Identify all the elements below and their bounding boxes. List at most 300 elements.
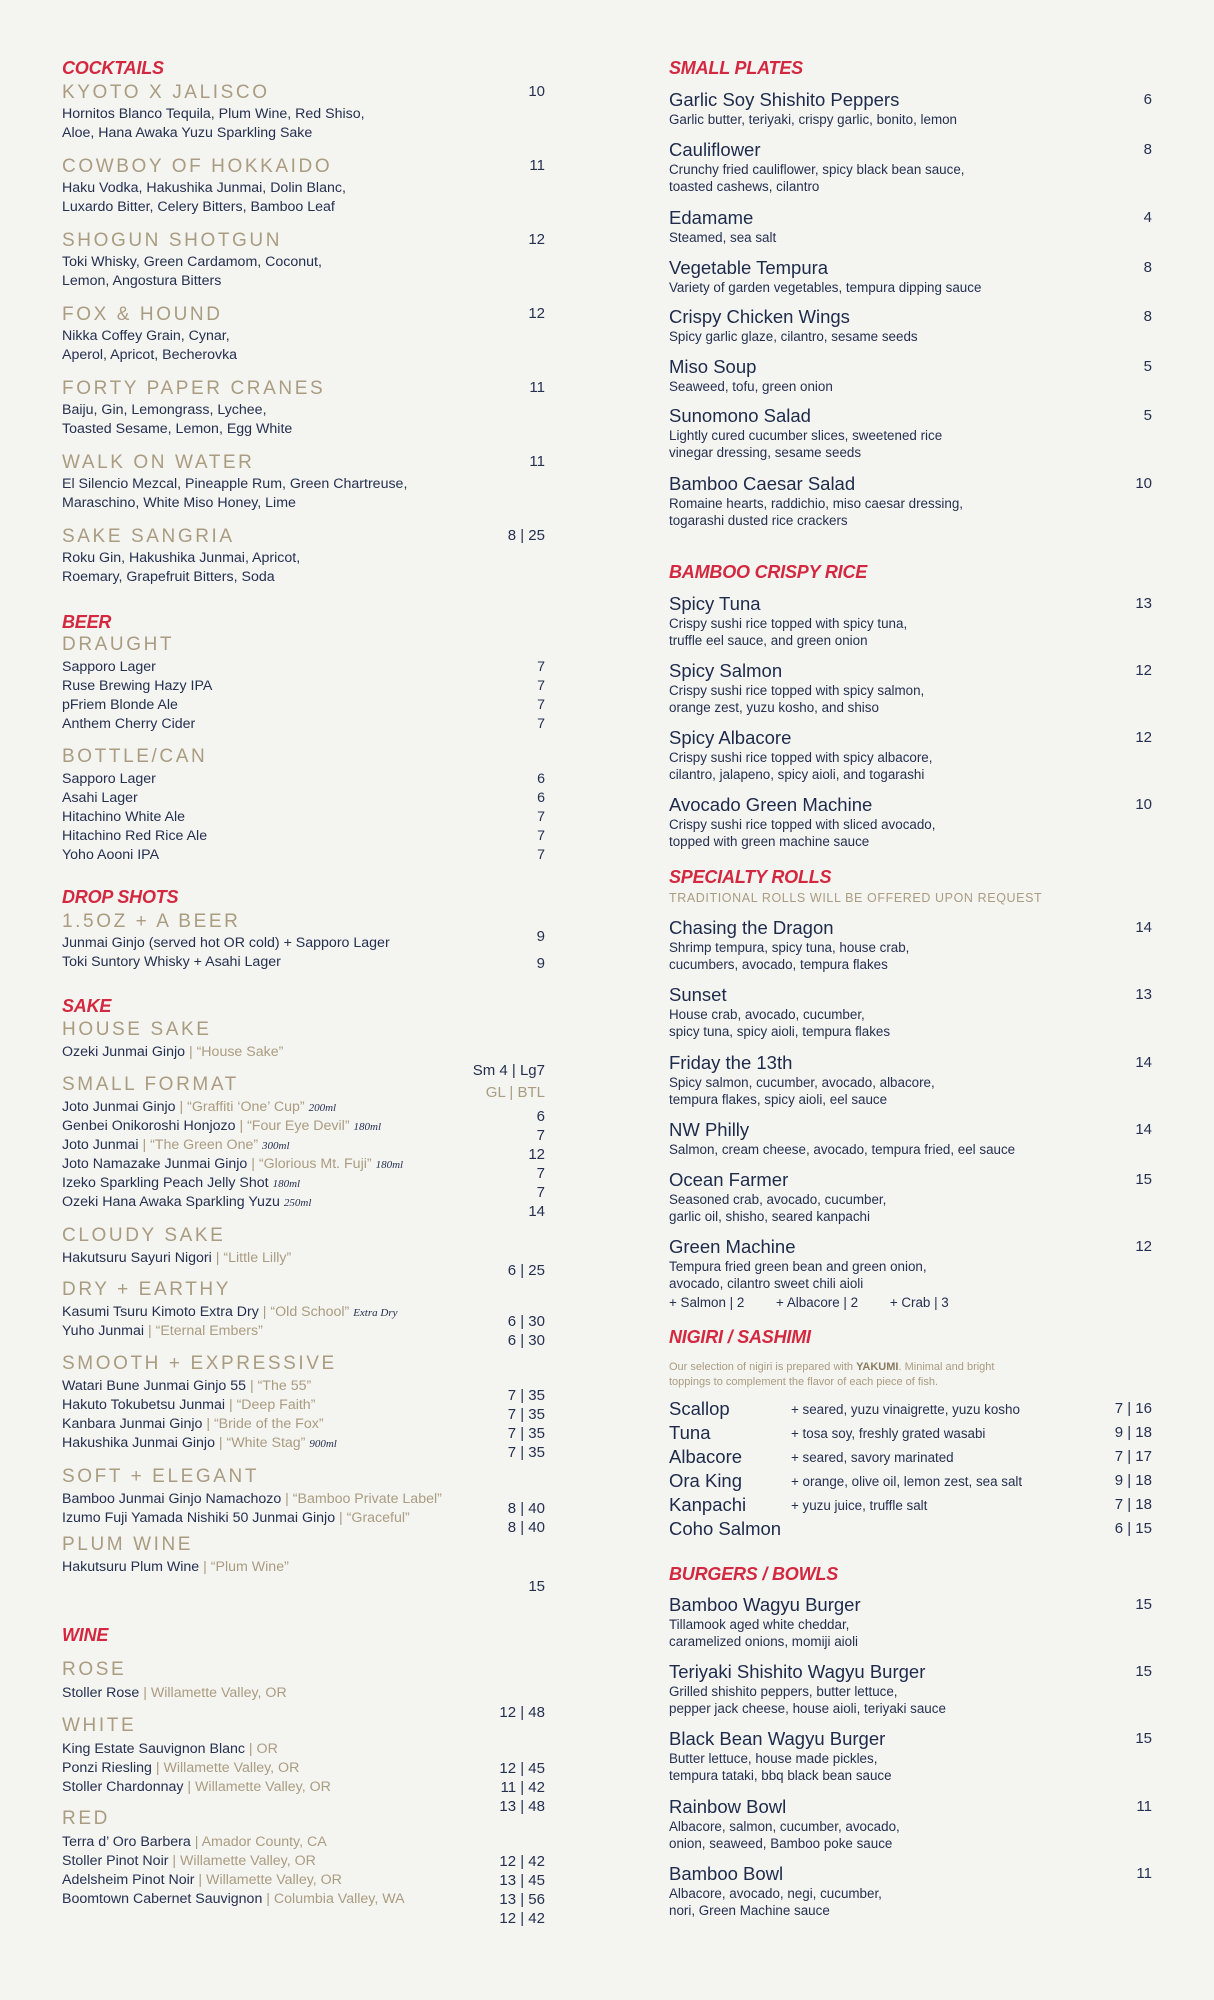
item-price: 7 [537,697,545,713]
dish-description: Spicy garlic glaze, cilantro, sesame seeds [669,329,918,344]
nigiri-topping: + yuzu juice, truffle salt [791,1498,928,1513]
wine-item [62,1833,327,1852]
dish-description: tempura flakes, spicy aioli, eel sauce [669,1092,888,1107]
sake-nickname: | “Bamboo Private Label” [281,1491,442,1507]
nigiri-intro-a: Our selection of nigiri is prepared with [669,1361,857,1373]
dish-description: orange zest, yuzu kosho, and shiso [669,700,879,715]
wine-name: Boomtown Cabernet Sauvignon [62,1891,263,1907]
sake-item [62,1303,398,1323]
dish-price: 14 [1135,1121,1152,1138]
cocktail-price: 12 [528,305,545,322]
sake-item [62,1322,263,1342]
dish-description: nori, Green Machine sauce [669,1903,830,1918]
cocktail-price: 12 [528,231,545,248]
dish-description: Crispy sushi rice topped with spicy salmon, [669,683,925,698]
cocktail-price: 11 [529,379,545,396]
draught-subtitle: DRAUGHT [62,634,175,655]
sake-price: 7 | 35 [507,1425,545,1442]
section-title-sake: SAKE [62,996,112,1016]
sake-size: 900ml [309,1438,337,1450]
nigiri-price: 7 | 18 [1114,1496,1152,1513]
wine-item [62,1852,316,1871]
wine-name: King Estate Sauvignon Blanc [62,1741,245,1757]
section-title-nigiri: NIGIRI / SASHIMI [669,1327,811,1347]
dish-name: Bamboo Caesar Salad [669,473,856,494]
item-name: Sapporo Lager [62,771,156,787]
sake-name: Watari Bune Junmai Ginjo 55 [62,1378,247,1394]
dish-price: 15 [1135,1596,1152,1613]
sake-name: Hakushika Junmai Ginjo [62,1435,215,1451]
sake-item [62,1098,336,1118]
dish-price: 15 [1135,1730,1152,1747]
item-name: Ruse Brewing Hazy IPA [62,678,213,694]
dish-name: Garlic Soy Shishito Peppers [669,89,900,110]
sake-name: Hakuto Tokubetsu Junmai [62,1397,225,1413]
sake-item [62,1490,442,1510]
dry-subtitle: DRY + EARTHY [62,1279,232,1300]
cocktail-name: WALK ON WATER [62,452,255,473]
nigiri-intro [669,1360,994,1390]
cocktail-description: Nikka Coffey Grain, Cynar, [62,328,230,344]
dish-name: Rainbow Bowl [669,1796,787,1817]
dish-name: Avocado Green Machine [669,794,873,815]
nigiri-intro-d: toppings to complement the flavor of each piece of fish. [669,1376,939,1388]
sake-nickname: | “Plum Wine” [199,1559,289,1575]
wine-region: | Willamette Valley, OR [183,1779,331,1795]
list-item [62,789,545,808]
dish-description: Romaine hearts, raddichio, miso caesar dressing, [669,496,963,511]
cocktail-price: 11 [529,157,545,174]
rose-subtitle: ROSE [62,1659,127,1680]
section-title-wine: WINE [62,1625,109,1645]
cocktail-name: COWBOY OF HOKKAIDO [62,156,333,177]
cocktail-name: SHOGUN SHOTGUN [62,230,283,251]
dish-name: Spicy Tuna [669,593,761,614]
item-price: 6 [537,790,545,806]
nigiri-price: 9 | 18 [1114,1472,1152,1489]
section-title-small-plates: SMALL PLATES [669,58,803,78]
sake-price: 7 | 35 [507,1387,545,1404]
sake-size: 250ml [283,1197,312,1209]
wine-price: 12 | 42 [499,1910,545,1927]
nigiri-intro-c: . Minimal and bright [898,1361,995,1373]
list-item [62,770,545,789]
sake-nickname: | “The Green One” [138,1137,263,1153]
dish-description: Shrimp tempura, spicy tuna, house crab, [669,940,910,955]
sake-name: Yuho Junmai [62,1323,145,1339]
sake-name: Genbei Onikoroshi Honjozo [62,1118,236,1134]
sake-size: 200ml [308,1102,337,1114]
addon-crab: + Crab | 3 [889,1295,949,1310]
sake-item [62,1377,311,1397]
dish-name: Edamame [669,207,754,228]
sake-size: 180ml [353,1121,381,1133]
dish-description: caramelized onions, momiji aioli [669,1634,859,1649]
dish-name: Teriyaki Shishito Wagyu Burger [669,1661,926,1682]
nigiri-name: Kanpachi [669,1494,747,1515]
sake-item [62,1434,337,1454]
sake-price: 12 [528,1146,545,1163]
section-title-burgers: BURGERS / BOWLS [669,1564,839,1584]
wine-name: Stoller Pinot Noir [62,1853,169,1869]
nigiri-name: Coho Salmon [669,1518,782,1539]
sake-item [62,1415,324,1435]
dish-description: pepper jack cheese, house aioli, teriyaki sauce [669,1701,946,1716]
sake-nickname: | “Graceful” [335,1510,410,1526]
item-name: pFriem Blonde Ale [62,697,178,713]
dish-price: 6 [1143,91,1152,108]
sake-name: Joto Junmai [62,1137,139,1153]
wine-price: 13 | 45 [499,1872,545,1889]
section-title-drop-shots: DROP SHOTS [62,887,179,907]
sake-name: Izeko Sparkling Peach Jelly Shot [62,1175,269,1191]
cocktail-description: Aperol, Apricot, Becherovka [62,347,238,363]
cocktail-description: Maraschino, White Miso Honey, Lime [62,495,296,511]
item-price: 7 [537,716,545,732]
nigiri-topping: + orange, olive oil, lemon zest, sea salt [791,1474,1023,1489]
wine-item [62,1740,278,1759]
sake-nickname: | “Little Lilly” [211,1250,292,1266]
cocktail-name: FORTY PAPER CRANES [62,378,326,399]
small-format-subtitle: SMALL FORMAT [62,1074,239,1095]
nigiri-price: 9 | 18 [1114,1424,1152,1441]
dish-description: Seasoned crab, avocado, cucumber, [669,1192,887,1207]
soft-subtitle: SOFT + ELEGANT [62,1466,260,1487]
cocktail-description: Roemary, Grapefruit Bitters, Soda [62,569,275,585]
house-sake-name: Ozeki Junmai Ginjo [62,1044,186,1060]
nigiri-row [669,1446,1152,1470]
house-sake-nickname: | “House Sake” [185,1044,284,1060]
nigiri-row [669,1494,1152,1518]
wine-region: | Willamette Valley, OR [151,1760,300,1776]
dish-price: 12 [1135,662,1152,679]
nigiri-topping: + seared, savory marinated [791,1450,954,1465]
dish-description: House crab, avocado, cucumber, [669,1007,865,1022]
dish-price: 12 [1135,1238,1152,1255]
sake-price: 15 [528,1578,545,1595]
wine-price: 13 | 56 [499,1891,545,1908]
cocktail-description: Aloe, Hana Awaka Yuzu Sparkling Sake [62,125,313,141]
addon-salmon: + Salmon | 2 [669,1295,745,1310]
dish-name: NW Philly [669,1119,750,1140]
dish-price: 5 [1143,407,1152,424]
sake-item [62,1193,311,1213]
sake-price: 6 | 30 [507,1332,545,1349]
house-sake-subtitle: HOUSE SAKE [62,1019,212,1040]
item-price: 6 [537,771,545,787]
dish-description: Butter lettuce, house made pickles, [669,1751,878,1766]
dish-price: 15 [1135,1663,1152,1680]
dish-price: 8 [1143,308,1152,325]
wine-item [62,1871,342,1890]
sake-nickname: | “Bride of the Fox” [202,1416,324,1432]
dish-description: Tempura fried green bean and green onion, [669,1259,927,1274]
sake-item [62,1174,300,1194]
item-name: Hitachino White Ale [62,809,186,825]
sake-item [62,1136,290,1156]
dish-description: vinegar dressing, sesame seeds [669,445,862,460]
item-price: 7 [537,847,545,863]
dish-price: 13 [1135,986,1152,1003]
dish-price: 10 [1135,475,1152,492]
sake-name: Hakutsuru Plum Wine [62,1559,200,1575]
dish-name: Ocean Farmer [669,1169,789,1190]
wine-name: Ponzi Riesling [62,1760,152,1776]
sake-nickname: | “Glorious Mt. Fuji” [247,1156,376,1172]
wine-region: | OR [244,1741,278,1757]
dish-price: 8 [1143,259,1152,276]
small-format-header: GL | BTL [485,1084,545,1101]
dish-description: truffle eel sauce, and green onion [669,633,868,648]
dish-price: 8 [1143,141,1152,158]
dish-name: Sunset [669,984,727,1005]
drop-shots-subtitle: 1.5OZ + A BEER [62,911,241,932]
cocktail-description: Lemon, Angostura Bitters [62,273,222,289]
drop-shot-name: Junmai Ginjo (served hot OR cold) + Sapporo Lager [62,935,390,951]
wine-region: | Columbia Valley, WA [262,1891,405,1907]
section-title-specialty-rolls: SPECIALTY ROLLS [669,867,832,887]
dish-description: onion, seaweed, Bamboo poke sauce [669,1836,893,1851]
sake-item [62,1509,410,1529]
item-name: Hitachino Red Rice Ale [62,828,208,844]
cocktail-price: 11 [529,453,545,470]
wine-price: 12 | 48 [499,1704,545,1721]
dish-description: topped with green machine sauce [669,834,870,849]
sake-nickname: | “Old School” [258,1304,354,1320]
wine-name: Terra d’ Oro Barbera [62,1834,191,1850]
dish-description: Steamed, sea salt [669,230,777,245]
item-name: Asahi Lager [62,790,138,806]
dish-name: Chasing the Dragon [669,917,834,938]
addon-albacore: + Albacore | 2 [776,1295,859,1310]
sake-size: 180ml [375,1159,404,1171]
cocktail-description: Roku Gin, Hakushika Junmai, Apricot, [62,550,301,566]
section-title-crispy-rice: BAMBOO CRISPY RICE [669,562,868,582]
section-title-cocktails: COCKTAILS [62,58,164,78]
dish-name: Spicy Albacore [669,727,792,748]
wine-item [62,1684,287,1703]
dish-name: Sunomono Salad [669,405,811,426]
sake-nickname: | “White Stag” [214,1435,310,1451]
nigiri-topping: + seared, yuzu vinaigrette, yuzu kosho [791,1402,1020,1417]
house-sake-price: Sm 4 | Lg7 [472,1062,545,1079]
drop-shot-price: 9 [536,955,545,972]
dish-price: 15 [1135,1171,1152,1188]
sake-name: Bamboo Junmai Ginjo Namachozo [62,1491,282,1507]
dish-name: Green Machine [669,1236,796,1257]
dish-description: Albacore, salmon, cucumber, avocado, [669,1819,900,1834]
wine-price: 13 | 48 [499,1798,545,1815]
sake-name: Kasumi Tsuru Kimoto Extra Dry [62,1304,259,1320]
dish-name: Friday the 13th [669,1052,793,1073]
dish-description: Seaweed, tofu, green onion [669,379,833,394]
dish-description: Albacore, avocado, negi, cucumber, [669,1886,882,1901]
sake-size: 180ml [272,1178,301,1190]
sake-price: 14 [528,1203,545,1220]
plum-subtitle: PLUM WINE [62,1534,194,1555]
item-price: 7 [537,809,545,825]
cocktail-price: 8 | 25 [507,527,545,544]
dish-description: toasted cashews, cilantro [669,179,820,194]
dish-price: 11 [1136,1865,1152,1882]
nigiri-row [669,1398,1152,1422]
nigiri-price: 7 | 16 [1114,1400,1152,1417]
dish-description: togarashi dusted rice crackers [669,513,848,528]
cloudy-subtitle: CLOUDY SAKE [62,1225,226,1246]
nigiri-name: Tuna [669,1422,711,1443]
wine-price: 11 | 42 [500,1779,545,1796]
dish-description: Crispy sushi rice topped with spicy albacore, [669,750,933,765]
sake-item [62,1155,403,1175]
dish-description: cilantro, jalapeno, spicy aioli, and togarashi [669,767,925,782]
dish-price: 14 [1135,1054,1152,1071]
sake-price: 7 | 35 [507,1406,545,1423]
item-price: 7 [537,659,545,675]
sake-name: Hakutsuru Sayuri Nigori [62,1250,212,1266]
bottle-subtitle: BOTTLE/CAN [62,746,208,767]
dish-description: avocado, cilantro sweet chili aioli [669,1276,864,1291]
sake-item [62,1249,291,1269]
sake-price: 6 | 25 [507,1262,545,1279]
sake-price: 7 [536,1184,545,1201]
list-item [62,696,545,715]
wine-item [62,1759,299,1778]
dish-description: tempura tataki, bbq black bean sauce [669,1768,892,1783]
nigiri-price: 7 | 17 [1114,1448,1152,1465]
dish-name: Black Bean Wagyu Burger [669,1728,886,1749]
sake-size: Extra Dry [353,1307,398,1319]
dish-price: 4 [1143,209,1152,226]
cocktail-name: KYOTO X JALISCO [62,82,270,103]
cocktail-description: Baiju, Gin, Lemongrass, Lychee, [62,402,267,418]
dish-description: Crunchy fried cauliflower, spicy black bean sauce, [669,162,965,177]
nigiri-name: Albacore [669,1446,743,1467]
sake-price: 7 [536,1165,545,1182]
list-item [62,808,545,827]
dish-description: Lightly cured cucumber slices, sweetened rice [669,428,943,443]
dish-description: Salmon, cream cheese, avocado, tempura fried, eel sauce [669,1142,1016,1157]
dish-price: 5 [1143,358,1152,375]
dish-description: Grilled shishito peppers, butter lettuce, [669,1684,898,1699]
dish-price: 12 [1135,729,1152,746]
list-item [62,715,545,734]
drop-shot-name: Toki Suntory Whisky + Asahi Lager [62,954,281,970]
section-title-beer: BEER [62,612,112,632]
cocktail-description: Toki Whisky, Green Cardamom, Coconut, [62,254,322,270]
dish-description: Tillamook aged white cheddar, [669,1617,850,1632]
dish-price: 10 [1135,796,1152,813]
sake-price: 8 | 40 [507,1500,545,1517]
nigiri-price: 6 | 15 [1114,1520,1152,1537]
nigiri-row [669,1470,1152,1494]
nigiri-name: Scallop [669,1398,730,1419]
sake-price: 6 | 30 [507,1313,545,1330]
wine-region: | Willamette Valley, OR [168,1853,316,1869]
dish-name: Cauliflower [669,139,761,160]
cocktail-description: Toasted Sesame, Lemon, Egg White [62,421,293,437]
sake-price: 8 | 40 [507,1519,545,1536]
wine-item [62,1778,331,1797]
dish-description: cucumbers, avocado, tempura flakes [669,957,888,972]
house-sake-line [62,1043,283,1062]
smooth-subtitle: SMOOTH + EXPRESSIVE [62,1353,337,1374]
dish-description: garlic oil, shisho, seared kanpachi [669,1209,870,1224]
sake-name: Joto Junmai Ginjo [62,1099,176,1115]
dish-description: Spicy salmon, cucumber, avocado, albacore, [669,1075,935,1090]
sake-item [62,1396,315,1416]
green-machine-addons [669,1294,977,1312]
wine-price: 12 | 42 [499,1853,545,1870]
dish-name: Bamboo Bowl [669,1863,784,1884]
dish-price: 13 [1135,595,1152,612]
wine-item [62,1890,405,1909]
wine-region: | Amador County, CA [190,1834,327,1850]
dish-description: Variety of garden vegetables, tempura dipping sauce [669,280,982,295]
cocktail-description: El Silencio Mezcal, Pineapple Rum, Green Chartreuse, [62,476,408,492]
sake-price: 6 [536,1108,545,1125]
dish-name: Miso Soup [669,356,757,377]
white-subtitle: WHITE [62,1715,137,1736]
dish-description: Crispy sushi rice topped with spicy tuna, [669,616,908,631]
cocktail-price: 10 [528,83,545,100]
wine-region: | Willamette Valley, OR [139,1685,287,1701]
drop-shot-price: 9 [536,928,545,945]
sake-nickname: | “Graffiti ‘One’ Cup” [175,1099,309,1115]
sake-nickname: | “Deep Faith” [225,1397,316,1413]
dish-price: 14 [1135,919,1152,936]
sake-item [62,1117,381,1137]
nigiri-row [669,1518,1152,1542]
dish-description: Crispy sushi rice topped with sliced avocado, [669,817,936,832]
dish-name: Bamboo Wagyu Burger [669,1594,861,1615]
sake-name: Ozeki Hana Awaka Sparkling Yuzu [62,1194,280,1210]
sake-nickname: | “Eternal Embers” [144,1323,263,1339]
sake-nickname: | “Four Eye Devil” [235,1118,354,1134]
sake-name: Joto Namazake Junmai Ginjo [62,1156,248,1172]
item-name: Sapporo Lager [62,659,156,675]
cocktail-name: SAKE SANGRIA [62,526,235,547]
cocktail-description: Haku Vodka, Hakushika Junmai, Dolin Blanc, [62,180,346,196]
sake-name: Izumo Fuji Yamada Nishiki 50 Junmai Ginjo [62,1510,336,1526]
cocktail-description: Luxardo Bitter, Celery Bitters, Bamboo Leaf [62,199,335,215]
nigiri-name: Ora King [669,1470,743,1491]
nigiri-intro-yakumi: YAKUMI [856,1361,899,1373]
cocktail-description: Hornitos Blanco Tequila, Plum Wine, Red Shiso, [62,106,365,122]
sake-price: 7 [536,1127,545,1144]
specialty-rolls-note: TRADITIONAL ROLLS WILL BE OFFERED UPON REQUEST [669,891,1043,905]
cocktail-name: FOX & HOUND [62,304,223,325]
wine-name: Stoller Rose [62,1685,140,1701]
list-item [62,846,545,865]
dish-description: spicy tuna, spicy aioli, tempura flakes [669,1024,891,1039]
item-price: 7 [537,678,545,694]
nigiri-topping: + tosa soy, freshly grated wasabi [791,1426,986,1441]
wine-region: | Willamette Valley, OR [194,1872,342,1888]
sake-size: 300ml [262,1140,290,1152]
dish-name: Crispy Chicken Wings [669,306,850,327]
list-item [62,658,545,677]
sake-name: Kanbara Junmai Ginjo [62,1416,203,1432]
list-item [62,677,545,696]
dish-price: 11 [1136,1798,1152,1815]
wine-name: Stoller Chardonnay [62,1779,184,1795]
item-name: Anthem Cherry Cider [62,716,196,732]
sake-nickname: | “The 55” [246,1378,312,1394]
sake-item [62,1558,289,1578]
dish-name: Spicy Salmon [669,660,783,681]
dish-description: Garlic butter, teriyaki, crispy garlic, bonito, lemon [669,112,958,127]
red-subtitle: RED [62,1808,110,1829]
